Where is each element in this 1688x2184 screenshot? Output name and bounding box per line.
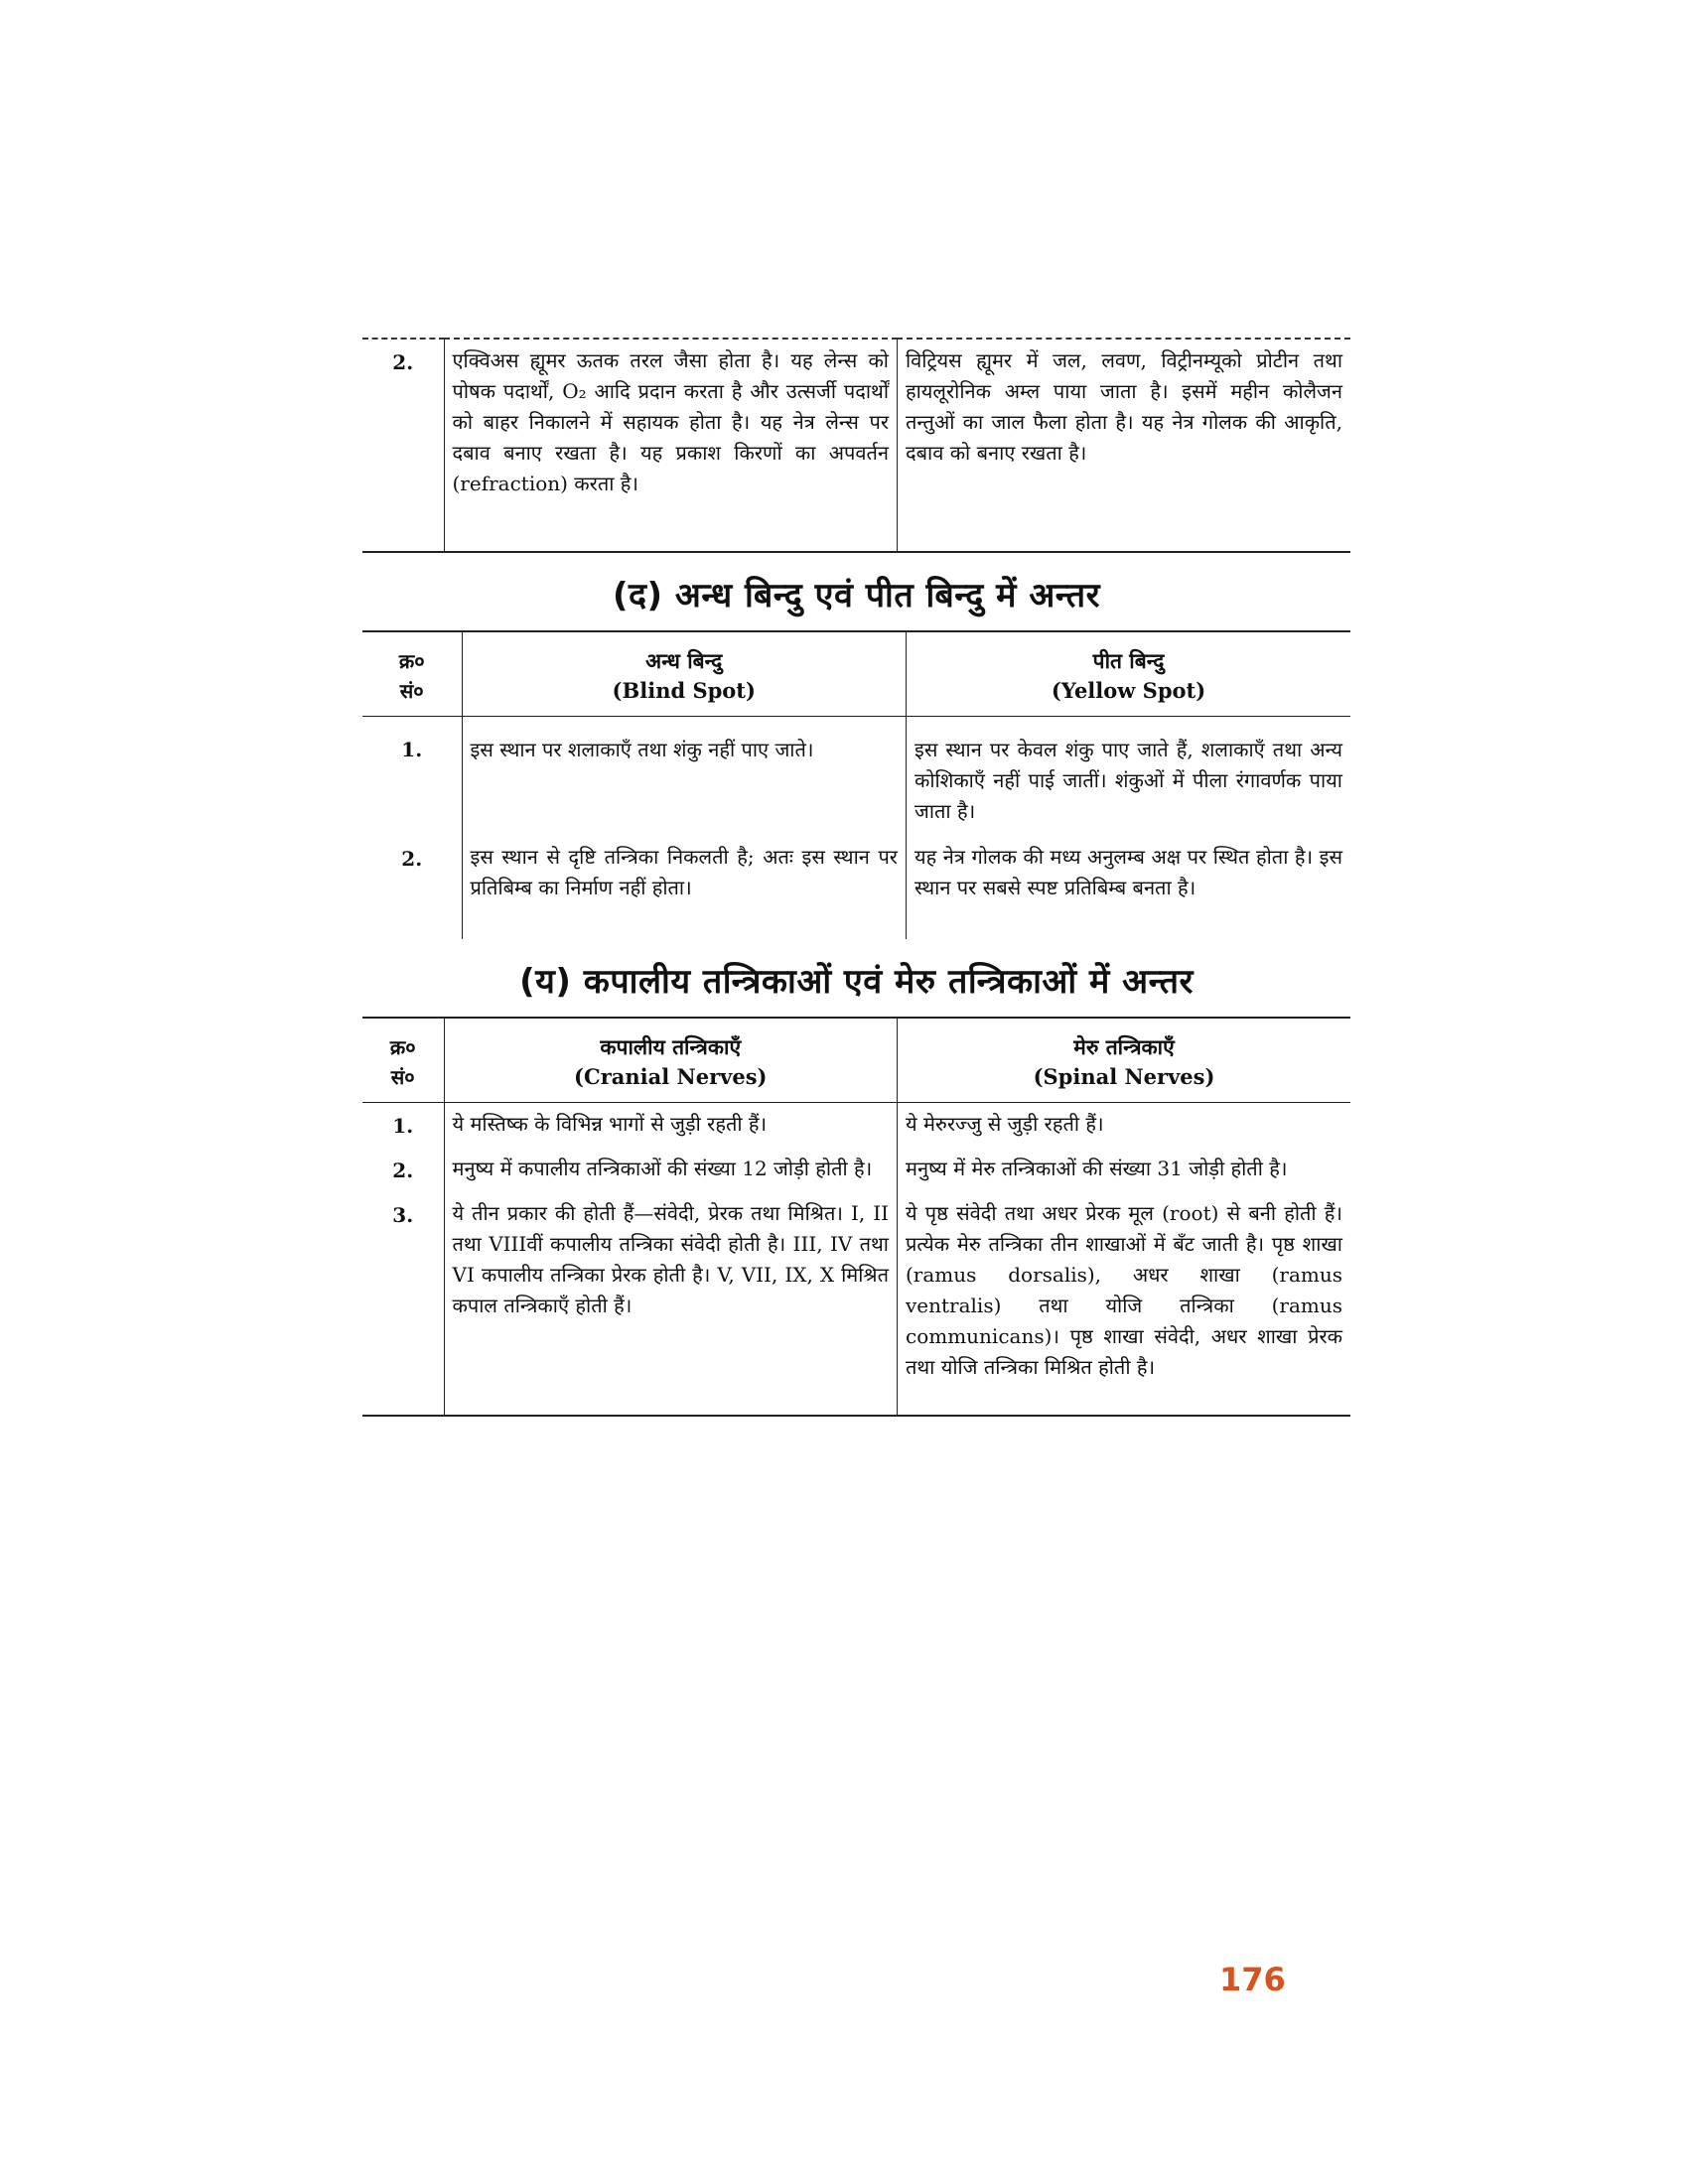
yellow-spot-cell: यह नेत्र गोलक की मध्य अनुलम्ब अक्ष पर स्थित होता है। इस स्थान पर सबसे स्पष्ट प्रतिबिम्ब बनता है।	[907, 836, 1351, 939]
spinal-nerves-cell: मनुष्य में मेरु तन्त्रिकाओं की संख्या 31 जोड़ी होती है।	[898, 1148, 1351, 1192]
page-content	[362, 338, 1350, 1417]
yellow-spot-cell: इस स्थान पर केवल शंकु पाए जाते हैं, शलाकाएँ तथा अन्य कोशिकाएँ नहीं पाई जातीं। शंकुओं में पीला रंगावर्णक पाया जाता है।	[907, 717, 1351, 836]
aqueous-humour-cell: एक्विअस ह्यूमर ऊतक तरल जैसा होता है। यह लेन्स को पोषक पदार्थों, O₂ आदि प्रदान करता है और उत्सर्जी पदार्थों को बाहर निकालने में सहायक होता है। यह नेत्र लेन्स पर दबाव बनाए रखता है। यह प्रकाश किरणों का अपवर्तन (refraction) करता है।	[444, 339, 898, 552]
table-cranial-vs-spinal-nerves	[362, 1017, 1350, 1417]
table-header	[362, 631, 1350, 717]
serial-header: क्र० सं०	[362, 631, 462, 717]
row-number: 2.	[392, 350, 414, 374]
table-header	[362, 1018, 1350, 1103]
page-number: 176	[1219, 1961, 1286, 1998]
spinal-nerves-cell: ये मेरुरज्जु से जुड़ी रहती हैं।	[898, 1102, 1351, 1148]
row-number: 2.	[392, 1158, 414, 1182]
cranial-nerves-cell: मनुष्य में कपालीय तन्त्रिकाओं की संख्या 12 जोड़ी होती है।	[444, 1148, 898, 1192]
blind-spot-header: अन्ध बिन्दु (Blind Spot)	[462, 631, 907, 717]
row-number: 2.	[401, 846, 423, 871]
cranial-nerves-cell: ये तीन प्रकार की होती हैं—संवेदी, प्रेरक तथा मिश्रित। I, II तथा VIIIवीं कपालीय तन्त्रिका संवेदी होती है। III, IV तथा VI कपालीय तन्त्रिका प्रेरक होती है। V, VII, IX, X मिश्रित कपाल तन्त्रिकाएँ होती हैं।	[444, 1192, 898, 1416]
row-number: 3.	[392, 1202, 414, 1227]
row-number: 1.	[392, 1113, 414, 1138]
table-c-continued	[362, 338, 1350, 553]
table-row	[362, 1192, 1350, 1416]
spinal-nerves-cell: ये पृष्ठ संवेदी तथा अधर प्रेरक मूल (root) से बनी होती हैं। प्रत्येक मेरु तन्त्रिका तीन शाखाओं में बँट जाती है। पृष्ठ शाखा (ramus dorsalis), अधर शाखा (ramus ventralis) तथा योजि तन्त्रिका (ramus communicans)। पृष्ठ शाखा संवेदी, अधर शाखा प्रेरक तथा योजि तन्त्रिका मिश्रित होती है।	[898, 1192, 1351, 1416]
vitreous-humour-cell: विट्रियस ह्यूमर में जल, लवण, विट्रीनम्यूको प्रोटीन तथा हायलूरोनिक अम्ल पाया जाता है। इसमें महीन कोलैजन तन्तुओं का जाल फैला होता है। यह नेत्र गोलक की आकृति, दबाव को बनाए रखता है।	[898, 339, 1351, 552]
serial-header: क्र० सं०	[362, 1018, 444, 1103]
table-row	[362, 717, 1350, 836]
table-row	[362, 1102, 1350, 1148]
spinal-nerves-header: मेरु तन्त्रिकाएँ (Spinal Nerves)	[898, 1018, 1351, 1103]
table-row	[362, 836, 1350, 939]
cranial-nerves-cell: ये मस्तिष्क के विभिन्न भागों से जुड़ी रहती हैं।	[444, 1102, 898, 1148]
table-row	[362, 339, 1350, 552]
row-number: 1.	[401, 738, 423, 761]
blind-spot-cell: इस स्थान से दृष्टि तन्त्रिका निकलती है; अतः इस स्थान पर प्रतिबिम्ब का निर्माण नहीं होता।	[462, 836, 907, 939]
section-y-title: (य) कपालीय तन्त्रिकाओं एवं मेरु तन्त्रिकाओं में अन्तर	[519, 961, 1194, 1002]
cranial-nerves-header: कपालीय तन्त्रिकाएँ (Cranial Nerves)	[444, 1018, 898, 1103]
table-blind-vs-yellow-spot	[362, 630, 1350, 939]
yellow-spot-header: पीत बिन्दु (Yellow Spot)	[907, 631, 1351, 717]
blind-spot-cell: इस स्थान पर शलाकाएँ तथा शंकु नहीं पाए जाते।	[462, 717, 907, 836]
section-d-title: (द) अन्ध बिन्दु एवं पीत बिन्दु में अन्तर	[612, 576, 1101, 615]
table-row	[362, 1148, 1350, 1192]
